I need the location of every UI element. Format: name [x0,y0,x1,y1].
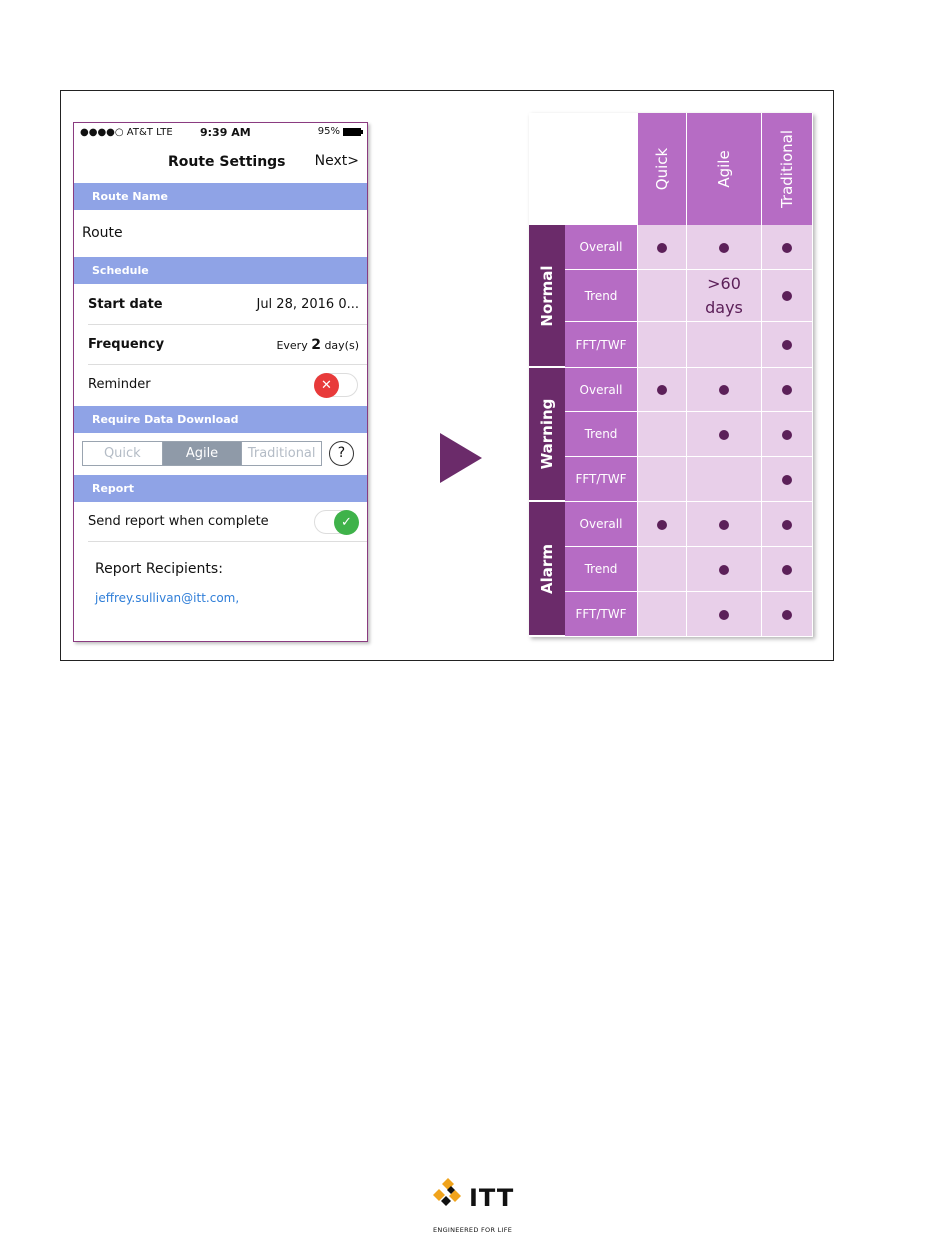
column-header-quick [638,113,687,225]
battery-icon [343,128,361,136]
bullet-icon [657,385,667,395]
logo-tagline: ENGINEERED FOR LIFE [433,1226,513,1234]
column-label: Quick [653,147,671,191]
matrix-cell [638,592,687,637]
page-title: Route Settings [168,154,286,170]
download-mode-segmented-control [82,441,322,466]
nav-bar [74,147,367,181]
bullet-icon [719,385,729,395]
matrix-cell [638,457,687,502]
checkmark-icon: ✓ [334,510,359,535]
bullet-icon [782,430,792,440]
start-date-value: Jul 28, 2016 0... [256,297,359,312]
carrier-signal: ●●●●○ AT&T LTE [80,127,173,138]
recipients-field[interactable]: jeffrey.sullivan@itt.com, [95,591,240,605]
send-report-toggle[interactable] [314,510,358,534]
itt-emblem-icon [433,1176,467,1210]
itt-logo [433,1176,523,1238]
cell-text: >60 days [705,274,743,317]
matrix-cell [638,547,687,592]
matrix-cell [687,592,762,637]
matrix-cell [762,547,813,592]
row-label: Trend [565,270,638,322]
matrix-cell [762,592,813,637]
group-warning [529,368,565,502]
bullet-icon [719,565,729,575]
row-label: Overall [565,502,638,547]
bullet-icon [719,243,729,253]
bullet-icon [782,475,792,485]
status-time: 9:39 AM [200,126,251,139]
send-report-label: Send report when complete [88,514,269,529]
reminder-toggle[interactable] [314,373,358,397]
group-label: Alarm [538,543,556,594]
bullet-icon [719,520,729,530]
matrix-cell [638,225,687,270]
play-arrow-icon [440,433,482,483]
row-label: Trend [565,547,638,592]
help-icon[interactable]: ? [329,441,354,466]
column-header-traditional [762,113,813,225]
bullet-icon [782,291,792,301]
frequency-label: Frequency [88,337,165,352]
matrix-cell [638,368,687,412]
route-name-field[interactable]: Route [82,225,123,241]
matrix-cell [687,368,762,412]
matrix-cell [762,322,813,368]
divider [88,324,367,325]
column-header-agile [687,113,762,225]
frequency-value [276,337,359,353]
section-report: Report [74,475,367,502]
bullet-icon [782,565,792,575]
start-date-row[interactable] [74,297,367,319]
matrix-cell [762,412,813,457]
matrix-cell [638,322,687,368]
section-schedule: Schedule [74,257,367,284]
section-route-name: Route Name [74,183,367,210]
close-icon: ✕ [314,373,339,398]
matrix-cell [687,322,762,368]
frequency-suffix: day(s) [324,339,359,352]
group-alarm [529,502,565,637]
column-label: Agile [715,150,733,188]
row-label: Overall [565,225,638,270]
matrix-cell [687,457,762,502]
divider [88,541,367,542]
logo-wordmark: ITT [469,1184,515,1212]
matrix-cell [762,502,813,547]
row-label: FFT/TWF [565,592,638,637]
matrix-cell [762,457,813,502]
status-bar [74,123,367,143]
data-download-matrix [529,113,813,637]
matrix-cell [687,225,762,270]
recipients-label: Report Recipients: [95,561,223,577]
bullet-icon [782,340,792,350]
phone-screen [73,122,368,642]
column-label: Traditional [778,129,796,209]
bullet-icon [657,243,667,253]
frequency-number: 2 [311,337,321,353]
bullet-icon [782,610,792,620]
group-normal [529,225,565,368]
matrix-cell [762,270,813,322]
group-label: Normal [538,264,556,327]
reminder-label: Reminder [88,377,151,392]
row-label: FFT/TWF [565,322,638,368]
bullet-icon [719,610,729,620]
matrix-cell [687,270,762,322]
matrix-cell [687,502,762,547]
divider [88,364,367,365]
matrix-cell [762,225,813,270]
matrix-cell [638,412,687,457]
bullet-icon [782,243,792,253]
bullet-icon [782,385,792,395]
matrix-cell [687,547,762,592]
frequency-prefix: Every [276,339,308,352]
matrix-cell [762,368,813,412]
section-require-data-download: Require Data Download [74,406,367,433]
matrix-cell [638,270,687,322]
start-date-label: Start date [88,297,163,312]
bullet-icon [782,520,792,530]
frequency-row[interactable] [74,337,367,359]
battery-percent: 95% [317,126,340,137]
matrix-cell [638,502,687,547]
bullet-icon [657,520,667,530]
row-label: Overall [565,368,638,412]
matrix-cell [687,412,762,457]
segment-agile[interactable]: Agile [162,442,242,465]
next-button[interactable]: Next> [314,153,359,169]
row-label: Trend [565,412,638,457]
row-label: FFT/TWF [565,457,638,502]
segment-traditional[interactable]: Traditional [241,442,321,465]
battery-indicator [318,126,361,137]
segment-quick[interactable]: Quick [103,446,141,461]
bullet-icon [719,430,729,440]
group-label: Warning [538,398,556,470]
